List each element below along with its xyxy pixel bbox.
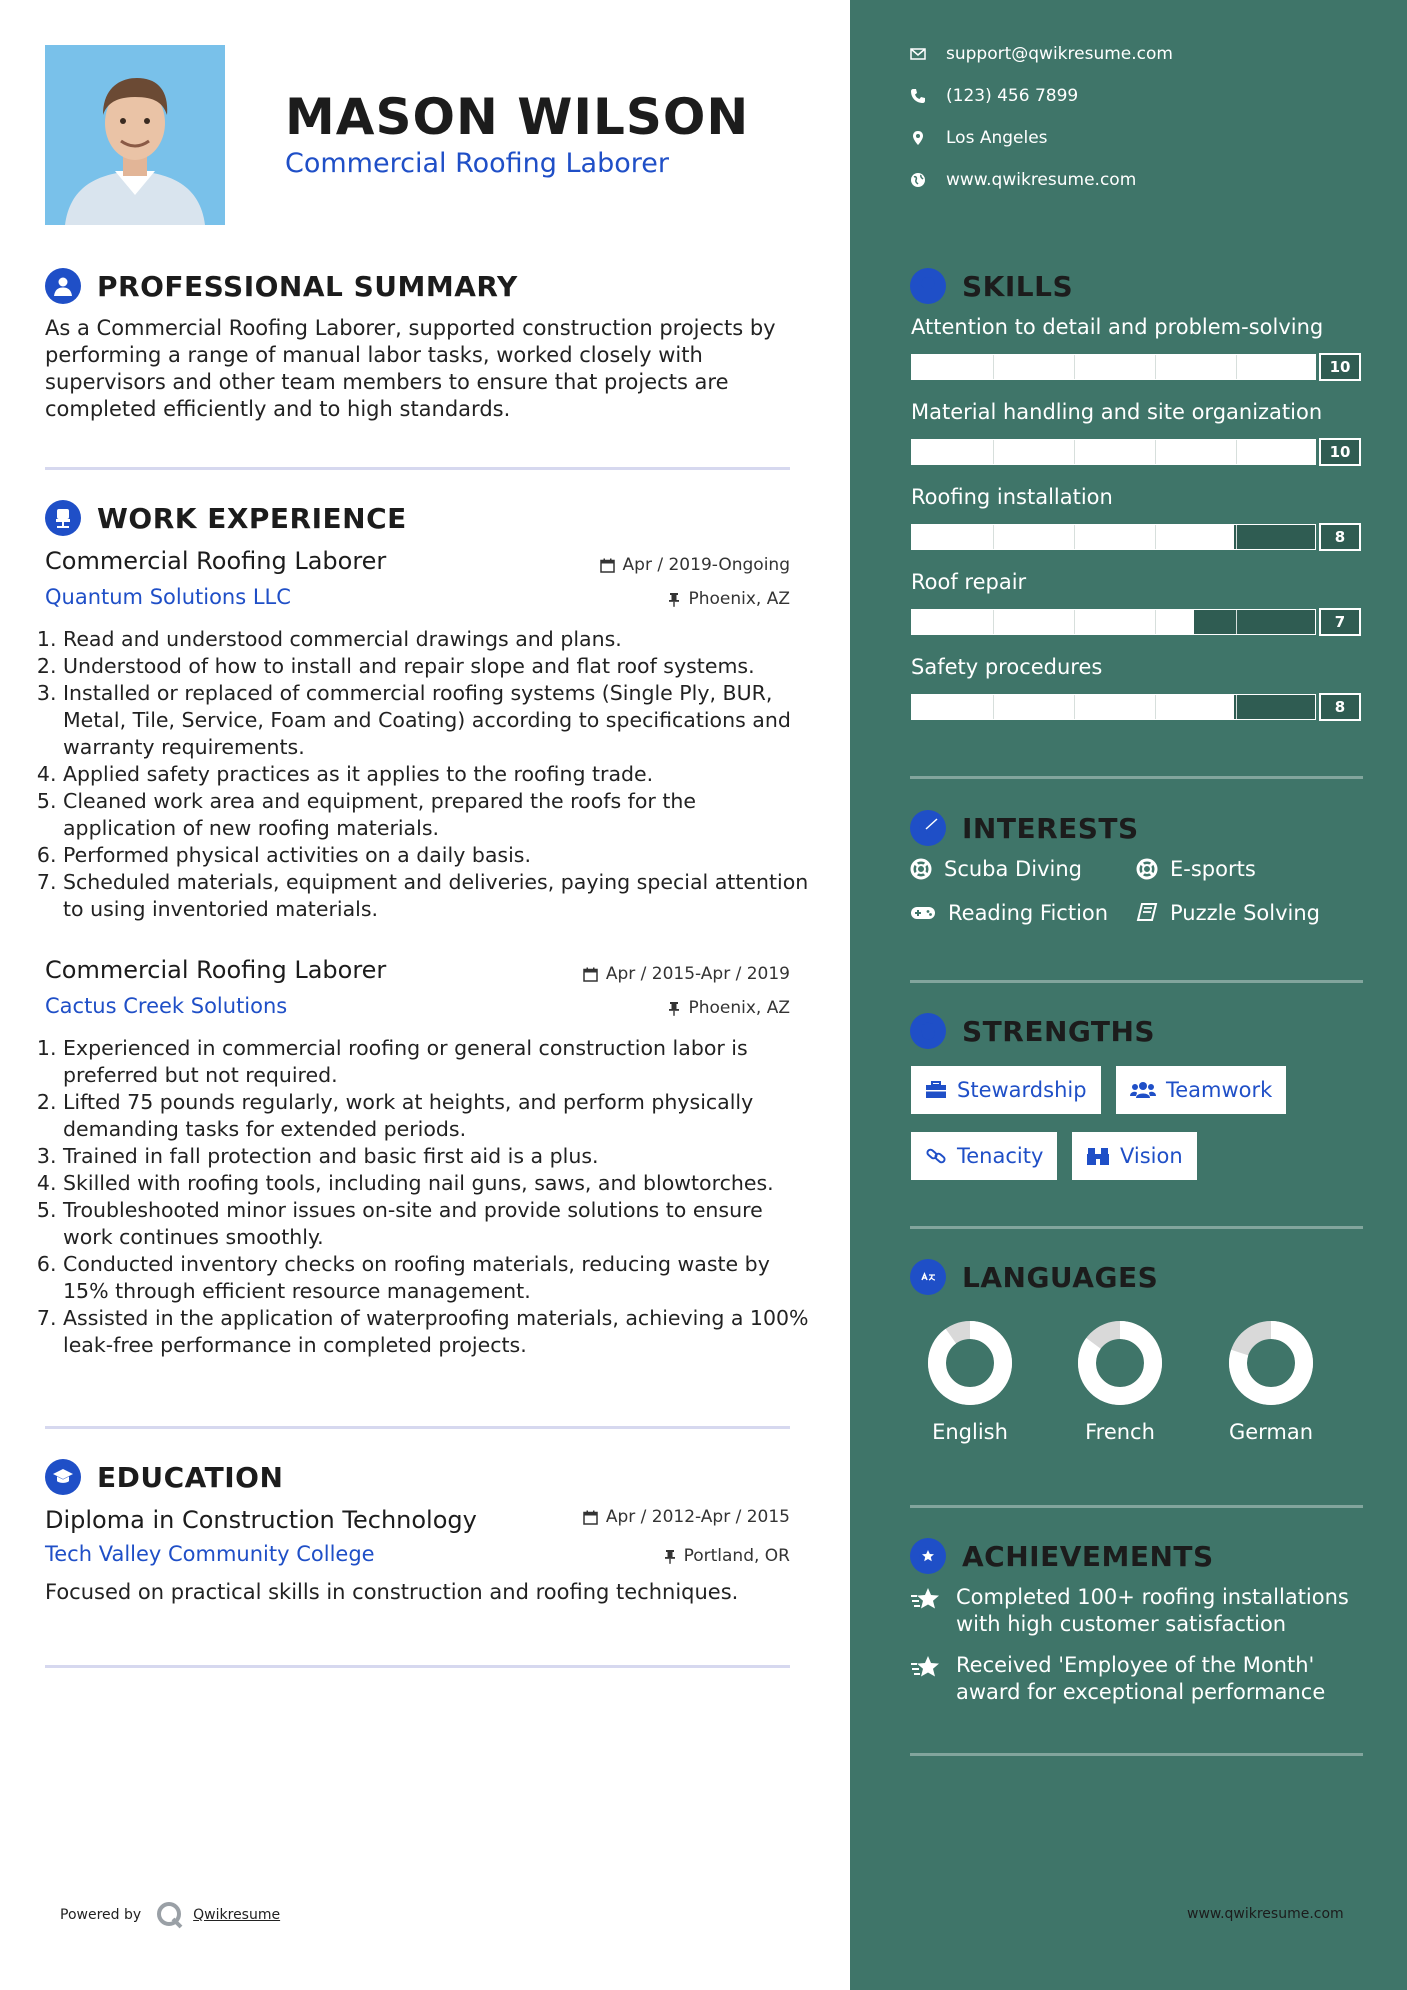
gamepad-icon [910, 904, 936, 922]
interest-label: Reading Fiction [948, 901, 1109, 925]
website-text: www.qwikresume.com [946, 170, 1137, 190]
skill-score: 7 [1319, 608, 1361, 636]
job-location [668, 998, 790, 1018]
briefcase-icon [925, 1081, 947, 1099]
experience-title: WORK EXPERIENCE [97, 501, 407, 535]
phone-text: (123) 456 7899 [946, 86, 1079, 106]
degree-title: Diploma in Construction Technology [45, 1506, 477, 1534]
skill-bar [911, 439, 1316, 465]
phone-icon [910, 88, 926, 104]
achievements-heading [910, 1538, 1214, 1574]
education-date-text: Apr / 2012-Apr / 2015 [605, 1507, 790, 1527]
sidebar-divider [910, 1753, 1363, 1756]
skill-name: Attention to detail and problem-solving [911, 315, 1324, 339]
job-date-text: Apr / 2019-Ongoing [622, 555, 790, 575]
strength-label: Teamwork [1166, 1078, 1273, 1102]
interest-item [1136, 857, 1256, 881]
job-company: Quantum Solutions LLC [45, 585, 291, 609]
book-icon [1136, 903, 1158, 923]
job-date-text: Apr / 2015-Apr / 2019 [605, 964, 790, 984]
job-date [600, 555, 790, 575]
languages-title: LANGUAGES [962, 1260, 1159, 1294]
duty-item: 3. Installed or replaced of commercial roofing systems (Single Ply, BUR, Metal, Tile, Service, Foam and Coating) according to specifications and warranty requirements. [63, 680, 813, 761]
job-location-text: Phoenix, AZ [688, 589, 790, 609]
skill-bar [911, 609, 1316, 635]
duty-item: 1. Read and understood commercial drawings and plans. [63, 626, 813, 653]
footer-website[interactable]: www.qwikresume.com [1187, 1906, 1344, 1922]
duty-item: 7. Scheduled materials, equipment and deliveries, paying special attention to using inventoried materials. [63, 869, 813, 923]
duty-item: 4. Skilled with roofing tools, including nail guns, saws, and blowtorches. [63, 1170, 813, 1197]
language-item [905, 1318, 1035, 1444]
language-label: French [1085, 1420, 1155, 1444]
life-ring-icon [910, 858, 932, 880]
skill-bar-segment [993, 355, 994, 379]
section-divider [45, 1426, 790, 1429]
candidate-role: Commercial Roofing Laborer [285, 148, 669, 179]
skill-bar-segment [1236, 610, 1237, 634]
interests-title: INTERESTS [962, 811, 1139, 845]
strengths-title: STRENGTHS [962, 1014, 1156, 1048]
education-location-text: Portland, OR [683, 1546, 790, 1566]
strengths-heading [910, 1013, 1155, 1049]
location-text: Los Angeles [946, 128, 1048, 148]
contact-email[interactable] [910, 44, 1173, 64]
interest-label: E-sports [1170, 857, 1256, 881]
education-date [583, 1507, 790, 1527]
sidebar-divider [910, 1505, 1363, 1508]
skill-bar-segment [993, 440, 994, 464]
interest-item [910, 901, 1108, 925]
job-company: Cactus Creek Solutions [45, 994, 288, 1018]
star-icon [910, 1654, 942, 1680]
language-donut-fill [937, 1330, 1003, 1396]
contact-location [910, 128, 1048, 148]
skills-heading [910, 268, 1073, 304]
sidebar-divider [910, 776, 1363, 779]
job-duties [45, 626, 813, 923]
duty-item: 5. Troubleshooted minor issues on-site and provide solutions to ensure work continues smoothly. [63, 1197, 813, 1251]
strength-label: Stewardship [957, 1078, 1087, 1102]
pin-icon [664, 1549, 676, 1564]
education-title: EDUCATION [97, 1460, 284, 1494]
school-name: Tech Valley Community College [45, 1542, 375, 1566]
language-label: German [1228, 1420, 1314, 1444]
skill-bar-fill [912, 610, 1194, 634]
job-title: Commercial Roofing Laborer [45, 956, 387, 984]
skill-bar-segment [1074, 525, 1075, 549]
envelope-icon [910, 46, 926, 62]
map-marker-icon [910, 130, 926, 146]
summary-title: PROFESSIONAL SUMMARY [97, 269, 518, 303]
globe-icon [910, 172, 926, 188]
sidebar-divider [910, 980, 1363, 983]
job-location [668, 589, 790, 609]
translate-icon [910, 1259, 946, 1295]
duty-item: 3. Trained in fall protection and basic first aid is a plus. [63, 1143, 813, 1170]
skill-bar-segment [1236, 355, 1237, 379]
language-donut [1226, 1318, 1316, 1408]
job-location-text: Phoenix, AZ [688, 998, 790, 1018]
strength-badge [1072, 1132, 1197, 1180]
calendar-icon [583, 967, 598, 982]
strength-badge [911, 1132, 1057, 1180]
section-divider [45, 467, 790, 470]
interests-heading [910, 810, 1139, 846]
qwikresume-logo-icon [155, 1900, 185, 1930]
skill-score: 10 [1319, 353, 1361, 381]
language-label: English [932, 1420, 1008, 1444]
lightbulb-icon [910, 268, 946, 304]
life-ring-icon [1136, 858, 1158, 880]
avatar-illustration [45, 45, 225, 225]
language-item [1206, 1318, 1336, 1444]
skill-name: Material handling and site organization [911, 400, 1323, 424]
achievement-item [910, 1652, 1360, 1706]
skill-bar-segment [1074, 695, 1075, 719]
interest-label: Puzzle Solving [1170, 901, 1320, 925]
email-text: support@qwikresume.com [946, 44, 1173, 64]
powered-by [60, 1900, 280, 1930]
section-divider [45, 1665, 790, 1668]
skill-bar-segment [1236, 695, 1237, 719]
skill-bar-fill [912, 440, 1315, 464]
achievement-text: Received 'Employee of the Month' award for exceptional performance [956, 1653, 1326, 1704]
interest-label: Scuba Diving [944, 857, 1082, 881]
skill-score: 8 [1319, 693, 1361, 721]
job-title: Commercial Roofing Laborer [45, 547, 387, 575]
user-icon [45, 268, 81, 304]
skill-bar-segment [1236, 525, 1237, 549]
duty-item: 7. Assisted in the application of waterproofing materials, achieving a 100% leak-free performance in completed projects. [63, 1305, 813, 1359]
qwikresume-link[interactable]: Qwikresume [193, 1907, 281, 1923]
skill-bar-segment [1155, 440, 1156, 464]
duty-item: 6. Conducted inventory checks on roofing materials, reducing waste by 15% through efficient resource management. [63, 1251, 813, 1305]
interest-item [1136, 901, 1320, 925]
skill-name: Roof repair [911, 570, 1027, 594]
skill-name: Roofing installation [911, 485, 1113, 509]
skill-score: 10 [1319, 438, 1361, 466]
binoculars-icon [1086, 1146, 1110, 1166]
interest-item [910, 857, 1082, 881]
skill-bar-segment [993, 695, 994, 719]
skill-bar [911, 694, 1316, 720]
skill-bar-segment [1155, 610, 1156, 634]
skill-bar-segment [993, 610, 994, 634]
pin-icon [668, 1001, 680, 1016]
strength-badge [1116, 1066, 1286, 1114]
skill-bar-segment [1074, 440, 1075, 464]
contact-website[interactable] [910, 170, 1136, 190]
education-heading [45, 1459, 283, 1495]
paper-plane-icon [910, 810, 946, 846]
job-date [583, 964, 790, 984]
star-badge-icon [910, 1538, 946, 1574]
skill-bar-segment [1074, 610, 1075, 634]
skill-bar-segment [1155, 525, 1156, 549]
languages-heading [910, 1259, 1158, 1295]
duty-item: 2. Lifted 75 pounds regularly, work at heights, and perform physically demanding tasks for extended periods. [63, 1089, 813, 1143]
experience-heading [45, 500, 407, 536]
skill-bar-segment [1236, 440, 1237, 464]
profile-photo [45, 45, 225, 225]
language-item [1055, 1318, 1185, 1444]
duty-item: 5. Cleaned work area and equipment, prepared the roofs for the application of new roofing materials. [63, 788, 813, 842]
strength-label: Tenacity [957, 1144, 1044, 1168]
skill-bar [911, 354, 1316, 380]
users-icon [1130, 1081, 1156, 1099]
job-duties [45, 1035, 813, 1359]
chair-icon [45, 500, 81, 536]
education-location [664, 1546, 790, 1566]
calendar-icon [600, 558, 615, 573]
pin-icon [668, 592, 680, 607]
strength-label: Vision [1120, 1144, 1183, 1168]
skill-score: 8 [1319, 523, 1361, 551]
skill-name: Safety procedures [911, 655, 1103, 679]
skill-bar-segment [1074, 355, 1075, 379]
skill-bar-segment [1155, 695, 1156, 719]
achievement-item [910, 1584, 1360, 1638]
duty-item: 4. Applied safety practices as it applies to the roofing trade. [63, 761, 813, 788]
hand-icon [910, 1013, 946, 1049]
language-donut [925, 1318, 1015, 1408]
skill-bar [911, 524, 1316, 550]
duty-item: 1. Experienced in commercial roofing or general construction labor is preferred but not required. [63, 1035, 813, 1089]
skills-title: SKILLS [962, 269, 1074, 303]
skill-bar-segment [993, 525, 994, 549]
contact-phone[interactable] [910, 86, 1078, 106]
duty-item: 2. Understood of how to install and repair slope and flat roof systems. [63, 653, 813, 680]
skill-bar-fill [912, 355, 1315, 379]
summary-heading [45, 268, 518, 304]
graduation-cap-icon [45, 1459, 81, 1495]
education-description: Focused on practical skills in construction and roofing techniques. [45, 1580, 739, 1604]
star-icon [910, 1586, 942, 1612]
duty-item: 6. Performed physical activities on a daily basis. [63, 842, 813, 869]
link-icon [925, 1145, 947, 1167]
achievements-title: ACHIEVEMENTS [962, 1539, 1214, 1573]
skill-bar-segment [1155, 355, 1156, 379]
sidebar-divider [910, 1226, 1363, 1229]
summary-text: As a Commercial Roofing Laborer, supported construction projects by performing a range of manual labor tasks, worked closely with supervisors and other team members to ensure that projects are completed efficiently and to high standards. [45, 316, 776, 421]
achievement-text: Completed 100+ roofing installations with high customer satisfaction [956, 1585, 1349, 1636]
powered-by-label: Powered by [60, 1907, 142, 1923]
language-donut [1075, 1318, 1165, 1408]
calendar-icon [583, 1510, 598, 1525]
strength-badge [911, 1066, 1101, 1114]
candidate-name: MASON WILSON [285, 88, 750, 146]
